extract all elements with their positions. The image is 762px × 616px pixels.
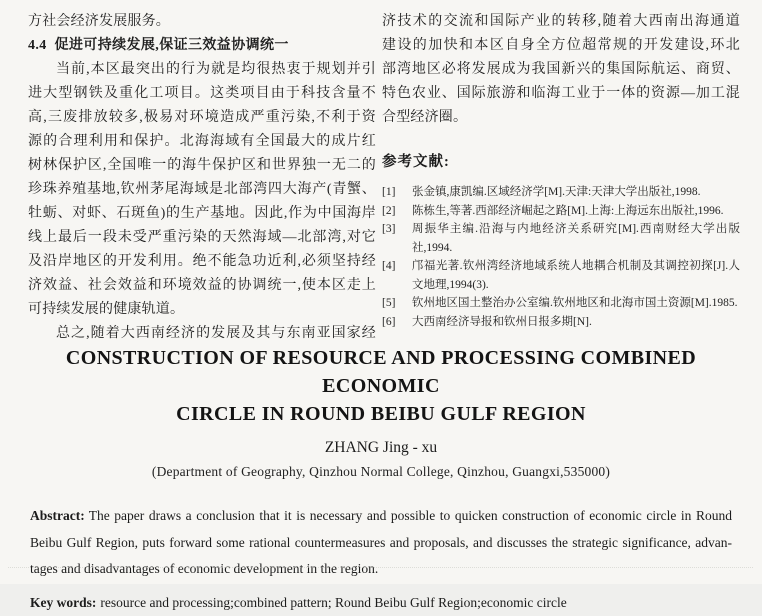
abstract-line-text: Beibu Gulf Region, puts forward some rational countermeasures and proposals, and discusses the strategic significance, advan-	[30, 535, 732, 550]
body-text-line: 可持续发展的健康轨道。	[28, 298, 376, 322]
references-heading: 参考文献:	[382, 150, 740, 171]
reference-item	[382, 183, 740, 202]
abstract-line-text: The paper draws a conclusion that it is necessary and possible to quicken construction of economic circle in Round	[89, 508, 732, 523]
reference-text: 张金镇,康凯编.区域经济学[M].天津:天津大学出版社,1998.	[412, 183, 740, 202]
reference-number: [6]	[382, 313, 412, 332]
abstract-line	[30, 503, 732, 530]
body-text-line: 牡蛎、对虾、石斑鱼)的生产基地。因此,作为中国海岸	[28, 202, 376, 226]
body-text-line: 当前,本区最突出的行为就是均很热衷于规划并引	[28, 58, 376, 82]
reference-number: [2]	[382, 202, 412, 221]
body-text-line: 特色农业、国际旅游和临海工业于一体的资源—加工混	[382, 82, 740, 106]
reference-text: 大西南经济导报和钦州日报多期[N].	[412, 313, 740, 332]
abstract-line	[30, 530, 732, 557]
reference-text: 钦州地区国土整治办公室编.钦州地区和北海市国土资源[M].1985.	[412, 294, 740, 313]
reference-item	[382, 294, 740, 313]
abstract-block	[30, 503, 732, 616]
body-text-line: 及沿岸地区的开发利用。绝不能急功近利,必须坚持经	[28, 250, 376, 274]
body-text-line: 总之,随着大西南经济的发展及其与东南亚国家经	[28, 322, 376, 346]
paper-author: ZHANG Jing - xu	[30, 439, 732, 457]
body-text-line: 济技术的交流和国际产业的转移,随着大西南出海通道	[382, 10, 740, 34]
reference-number: [4]	[382, 257, 412, 276]
body-text-line: 树林保护区,全国唯一的海牛保护区和世界独一无二的	[28, 154, 376, 178]
body-text-line: 珍珠养殖基地,钦州茅尾海域是北部湾四大海产(青蟹、	[28, 178, 376, 202]
reference-number: [5]	[382, 294, 412, 313]
reference-text: 邝福光著.钦州湾经济地域系统人地耦合机制及其调控初探[J].人文地理,1994(3).	[412, 257, 740, 294]
left-column	[28, 10, 376, 346]
reference-item	[382, 257, 740, 294]
abstract-line	[30, 556, 732, 583]
abstract-line	[30, 590, 732, 616]
reference-item	[382, 220, 740, 257]
paper-title	[30, 344, 732, 428]
abstract-label: Key words:	[30, 595, 96, 610]
references-list	[382, 183, 740, 331]
body-text-line: 部湾地区必将发展成为我国新兴的集国际航运、商贸、	[382, 58, 740, 82]
body-text-line: 源的合理利用和保护。北海海域有全国最大的成片红	[28, 130, 376, 154]
body-text-line: 高,三废排放较多,极易对环境造成严重污染,不利于资	[28, 106, 376, 130]
abstract-label: Abstract:	[30, 508, 85, 523]
right-column-paragraph	[382, 10, 740, 130]
body-text-line: 线上最后一段未受严重污染的天然海域—北部湾,对它	[28, 226, 376, 250]
reference-item	[382, 202, 740, 221]
paper-title-line1: CONSTRUCTION OF RESOURCE AND PROCESSING COMBINED ECONOMIC	[30, 344, 732, 400]
body-text-line: 合型经济圈。	[382, 106, 740, 130]
body-text-line: 进大型钢铁及重化工项目。这类项目由于科技含量不	[28, 82, 376, 106]
right-column	[382, 10, 740, 331]
reference-text: 周振华主编.沿海与内地经济关系研究[M].西南财经大学出版社,1994.	[412, 220, 740, 257]
reference-item	[382, 313, 740, 332]
body-text-line: 建设的加快和本区自身全方位超常规的开发建设,环北	[382, 34, 740, 58]
abstract-line-text: tages and disadvantages of economic development in the region.	[30, 561, 378, 576]
body-text-line: 方社会经济发展服务。	[28, 10, 376, 34]
body-text-line: 4.4 促进可持续发展,保证三效益协调统一	[28, 34, 376, 58]
abstract-line-text: resource and processing;combined pattern; Round Beibu Gulf Region;economic circle	[100, 595, 566, 610]
reference-number: [3]	[382, 220, 412, 239]
paper-title-line2: CIRCLE IN ROUND BEIBU GULF REGION	[30, 400, 732, 428]
reference-number: [1]	[382, 183, 412, 202]
scan-artifact-line	[8, 567, 753, 568]
paper-affiliation: (Department of Geography, Qinzhou Normal College, Qinzhou, Guangxi,535000)	[30, 464, 732, 480]
english-section	[30, 344, 732, 616]
reference-text: 陈栋生,等著.西部经济崛起之路[M].上海:上海远东出版社,1996.	[412, 202, 740, 221]
body-text-line: 济效益、社会效益和环境效益的协调统一,使本区走上	[28, 274, 376, 298]
